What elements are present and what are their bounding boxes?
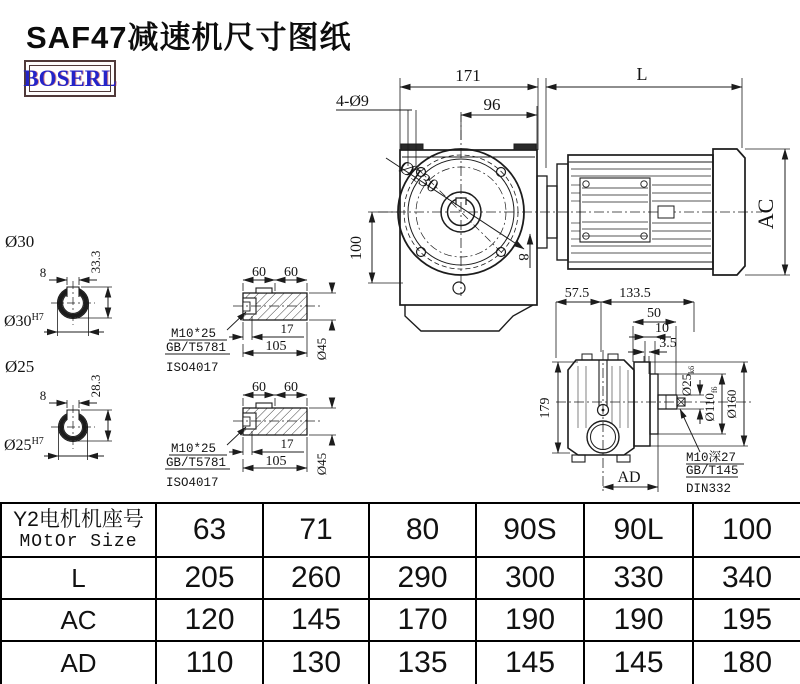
section-30-title: Ø30 xyxy=(5,232,35,251)
cell-L-1: 260 xyxy=(263,557,369,599)
bore-section-25-labels xyxy=(4,357,103,454)
dim-100-label: 100 xyxy=(348,236,365,260)
page-title: SAF47减速机尺寸图纸 xyxy=(26,20,352,55)
cell-L-0: 205 xyxy=(156,557,263,599)
section-30-bore-label: $Ø30^{H7}$ xyxy=(4,312,44,330)
section-25-title: Ø25 xyxy=(5,357,35,376)
size-col-1: 71 xyxy=(263,503,369,557)
dimension-table xyxy=(0,502,800,684)
detail-upper-60a: 60 xyxy=(252,265,266,280)
tap-note-line1: M10深27 xyxy=(686,451,737,465)
motor-size-header xyxy=(1,503,156,557)
dim-10-label: 10 xyxy=(655,321,669,336)
cell-L-5: 340 xyxy=(693,557,800,599)
dim-3-5-label: 3.5 xyxy=(659,336,677,351)
detail-lower-note3: ISO4017 xyxy=(166,476,219,490)
table-row-L xyxy=(1,557,800,599)
dim-key8-label: 8 xyxy=(515,253,531,261)
dim-D110-label: $Ø110_{f6}$ xyxy=(702,386,719,422)
cell-AC-0: 120 xyxy=(156,599,263,641)
cell-AD-4: 145 xyxy=(584,641,693,684)
dim-4xD9-label: 4-Ø9 xyxy=(336,93,369,110)
detail-lower-17: 17 xyxy=(280,436,294,451)
cell-AC-3: 190 xyxy=(476,599,584,641)
bore-section-30 xyxy=(44,277,112,336)
cell-AD-2: 135 xyxy=(369,641,476,684)
table-row-AD xyxy=(1,641,800,684)
size-col-5: 100 xyxy=(693,503,800,557)
motor-size-header-cn: Y2电机机座号 xyxy=(13,507,144,531)
size-col-4: 90L xyxy=(584,503,693,557)
detail-upper-note3: ISO4017 xyxy=(166,361,219,375)
cell-L-4: 330 xyxy=(584,557,693,599)
tap-note-line2: GB/T145 xyxy=(686,464,739,478)
cell-AC-2: 170 xyxy=(369,599,476,641)
dim-L-label: L xyxy=(636,64,648,84)
cell-AC-1: 145 xyxy=(263,599,369,641)
dim-96-label: 96 xyxy=(483,95,501,114)
detail-lower-60b: 60 xyxy=(284,380,298,395)
cell-L-2: 290 xyxy=(369,557,476,599)
tap-note-line3: DIN332 xyxy=(686,482,732,496)
dim-133-5-label: 133.5 xyxy=(619,286,651,301)
detail-upper-note2: GB/T5781 xyxy=(166,341,227,355)
section-30-key-width: 8 xyxy=(39,265,47,280)
dim-D160-label: Ø160 xyxy=(724,389,739,419)
cell-AC-5: 195 xyxy=(693,599,800,641)
cell-AD-3: 145 xyxy=(476,641,584,684)
table-row-AC xyxy=(1,599,800,641)
detail-lower-note1: M10*25 xyxy=(171,442,217,456)
front-view xyxy=(336,78,790,331)
dim-179-label: 179 xyxy=(538,397,553,419)
size-col-3: 90S xyxy=(476,503,584,557)
dim-AD-label: AD xyxy=(617,469,641,486)
detail-lower-105: 105 xyxy=(265,454,287,469)
cell-AD-5: 180 xyxy=(693,641,800,684)
motor-size-header-en: MOtOr Size xyxy=(19,531,138,552)
dim-50-label: 50 xyxy=(647,306,661,321)
brand-logo-text: BOSERL xyxy=(23,65,117,91)
size-col-2: 80 xyxy=(369,503,476,557)
detail-upper-105: 105 xyxy=(265,339,287,354)
size-col-0: 63 xyxy=(156,503,263,557)
cell-AD-0: 110 xyxy=(156,641,263,684)
cell-AD-1: 130 xyxy=(263,641,369,684)
section-25-bore-label: $Ø25^{H7}$ xyxy=(4,436,44,454)
dim-57-5-label: 57.5 xyxy=(564,286,590,301)
dim-AC-label: AC xyxy=(753,198,778,230)
row-label-L: L xyxy=(1,557,156,599)
detail-upper-D45: Ø45 xyxy=(314,337,329,361)
table-header-row xyxy=(1,503,800,557)
detail-lower-note2: GB/T5781 xyxy=(166,456,227,470)
dim-171-label: 171 xyxy=(455,66,481,85)
detail-upper-note1: M10*25 xyxy=(171,327,217,341)
section-30-key-depth: 33.3 xyxy=(88,250,103,274)
detail-upper-60b: 60 xyxy=(284,265,298,280)
section-25-key-depth: 28.3 xyxy=(88,374,103,398)
detail-lower-60a: 60 xyxy=(252,380,266,395)
section-25-key-width: 8 xyxy=(39,388,47,403)
detail-lower-D45: Ø45 xyxy=(314,452,329,476)
dim-D130-label: Ø130 xyxy=(395,156,443,198)
bore-section-25 xyxy=(44,400,112,460)
detail-upper-17: 17 xyxy=(280,321,294,336)
shaft-detail-lower xyxy=(165,380,336,490)
cell-L-3: 300 xyxy=(476,557,584,599)
row-label-AD: AD xyxy=(1,641,156,684)
cell-AC-4: 190 xyxy=(584,599,693,641)
row-label-AC: AC xyxy=(1,599,156,641)
dim-D25k6-label: $Ø25_{k6}$ xyxy=(679,365,696,397)
